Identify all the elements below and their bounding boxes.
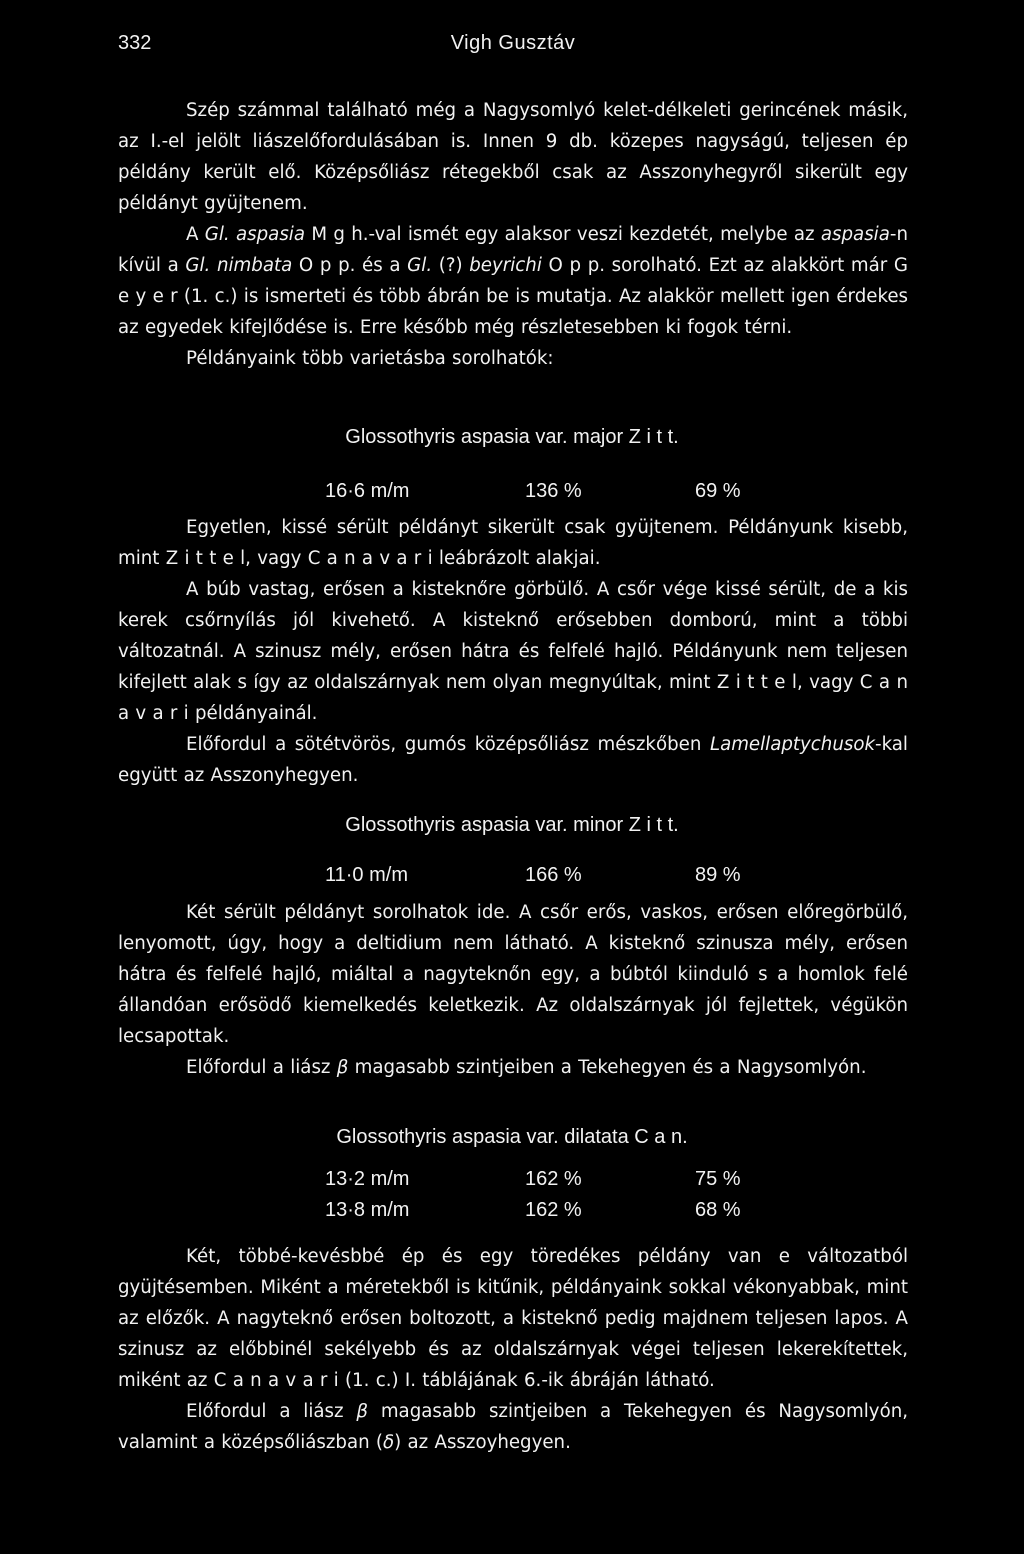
taxon-name: aspasia <box>820 224 890 245</box>
section-2-paragraph-1: Két sérült példányt sorolhatok ide. A csőr erős, vaskos, erősen előregörbülő, lenyomott, úgy, hogy a deltidium nem látható. A kisteknő szinusza mély, erősen hátra és felfelé hajló, miáltal a nagyteknőn egy, a búbtól kiinduló s a homlok felé állandóan erősödő kiemelkedés keletkezik. Az oldalszárnyak jól fejlettek, végükön lecsapottak. <box>118 902 908 1047</box>
section-1-paragraph-1: Egyetlen, kissé sérült példányt sikerült csak gyüjtenem. Példányunk kisebb, mint Z i t t e l, vagy C a n a v a r i leábrázolt alakjai. <box>118 517 908 569</box>
intro-paragraph-3: Példányaink több varietásba sorolhatók: <box>186 348 554 369</box>
section-3-ratio-1b: 162 % <box>525 1199 582 1221</box>
taxon-name: Gl. nimbata <box>185 255 293 276</box>
text-span: Előfordul a liász <box>186 1401 357 1422</box>
greek-symbol: δ <box>383 1432 395 1453</box>
text-span: -kal együtt az Asszonyhegyen. <box>118 734 908 786</box>
section-1-paragraph-2: A búb vastag, erősen a kisteknőre görbülő. A csőr vége kissé sérült, de a kis kerek csőrnyílás jól kivehető. A kisteknő erősebben domború, mint a többi változatnál. A szinusz mély, erősen hátra és felfelé hajló. Példányunk nem teljesen kifejlett alak s így az oldalszárnyak nem olyan megnyúltak, mint Z i t t e l, vagy C a n a v a r i példányainál. <box>118 579 908 724</box>
section-3-length-2: 13·8 m/m <box>325 1199 410 1221</box>
running-head: Vigh Gusztáv <box>450 32 576 54</box>
intro-paragraph-1: Szép számmal található még a Nagysomlyó kelet-délkeleti gerincének másik, az I.-el jelölt liászelőfordulásában is. Innen 9 db. közepes nagyságú, teljesen ép példány került elő. Középsőliász rétegekből csak az Asszonyhegyről sikerült egy példányt gyüjtenem. <box>118 100 908 214</box>
text-span: magasabb szintjeiben a Tekehegyen és Nagysomlyón, valamint a középsőliászban ( <box>118 1401 909 1453</box>
text-span: (?) <box>432 255 470 276</box>
intro-text <box>118 95 908 374</box>
section-1-title: Glossothyris aspasia var. major Z i t t. <box>345 426 679 448</box>
section-2-text <box>118 897 908 1083</box>
section-2-ratio-1: 166 % <box>525 864 582 886</box>
intro-paragraph-2 <box>118 219 908 343</box>
taxon-name: Gl. aspasia <box>204 224 305 245</box>
section-3-paragraph-2 <box>118 1396 908 1458</box>
text-span: O p p. sorolható. Ezt az alakkört már G e y e r (1. c.) is ismerteti és több ábrán be is mutatja. Az alakkör mellett igen érdekes az egyedek kifejlődése is. Erre később még részletesebben ki fogok térni. <box>118 255 908 338</box>
page-header <box>118 32 908 62</box>
section-3-ratio-2a: 75 % <box>695 1168 741 1190</box>
section-3-ratio-1a: 162 % <box>525 1168 582 1190</box>
taxon-name: Gl. <box>407 255 433 276</box>
section-3-text <box>118 1241 908 1458</box>
taxon-name: beyrichi <box>469 255 542 276</box>
section-1-ratio-1: 136 % <box>525 480 582 502</box>
section-2-paragraph-2 <box>118 1052 908 1083</box>
section-2-ratio-2: 89 % <box>695 864 741 886</box>
taxon-name: Lamellaptychusok <box>709 734 876 755</box>
section-3-paragraph-1: Két, többé-kevésbbé ép és egy töredékes példány van e változatból gyüjtésemben. Miként a méretekből is kitűnik, példányaink sokkal vékonyabbak, mint az előzők. A nagyteknő erősen boltozott, a kisteknő pedig majdnem teljesen lapos. A szinusz az előbbinél sekélyebb és az oldalszárnyak végei teljesen lekerekítettek, miként az C a n a v a r i (1. c.) I. táblájának 6.-ik ábráján látható. <box>118 1246 908 1391</box>
greek-symbol: β <box>356 1401 369 1422</box>
text-span: Előfordul a sötétvörös, gumós középsőliász mészkőben <box>186 734 710 755</box>
section-1-ratio-2: 69 % <box>695 480 741 502</box>
section-3-title: Glossothyris aspasia var. dilatata C a n. <box>336 1126 688 1148</box>
section-2-title: Glossothyris aspasia var. minor Z i t t. <box>345 814 679 836</box>
text-span: Előfordul a liász <box>186 1057 337 1078</box>
greek-symbol: β <box>336 1057 349 1078</box>
text-span: ) az Asszoyhegyen. <box>394 1432 571 1453</box>
section-1-length: 16·6 m/m <box>325 480 410 502</box>
text-span: magasabb szintjeiben a Tekehegyen és a Nagysomlyón. <box>348 1057 867 1078</box>
section-3-length-1: 13·2 m/m <box>325 1168 410 1190</box>
text-span: O p p. és a <box>292 255 408 276</box>
section-2-length: 11·0 m/m <box>325 864 408 886</box>
section-1-text <box>118 512 908 791</box>
section-3-ratio-2b: 68 % <box>695 1199 741 1221</box>
text-span: -n kívül a <box>118 224 908 276</box>
text-span: M g h.-val ismét egy alaksor veszi kezdetét, melybe az <box>305 224 821 245</box>
page-number: 332 <box>118 32 152 54</box>
section-1-paragraph-3 <box>118 729 908 791</box>
text-span: A <box>186 224 205 245</box>
